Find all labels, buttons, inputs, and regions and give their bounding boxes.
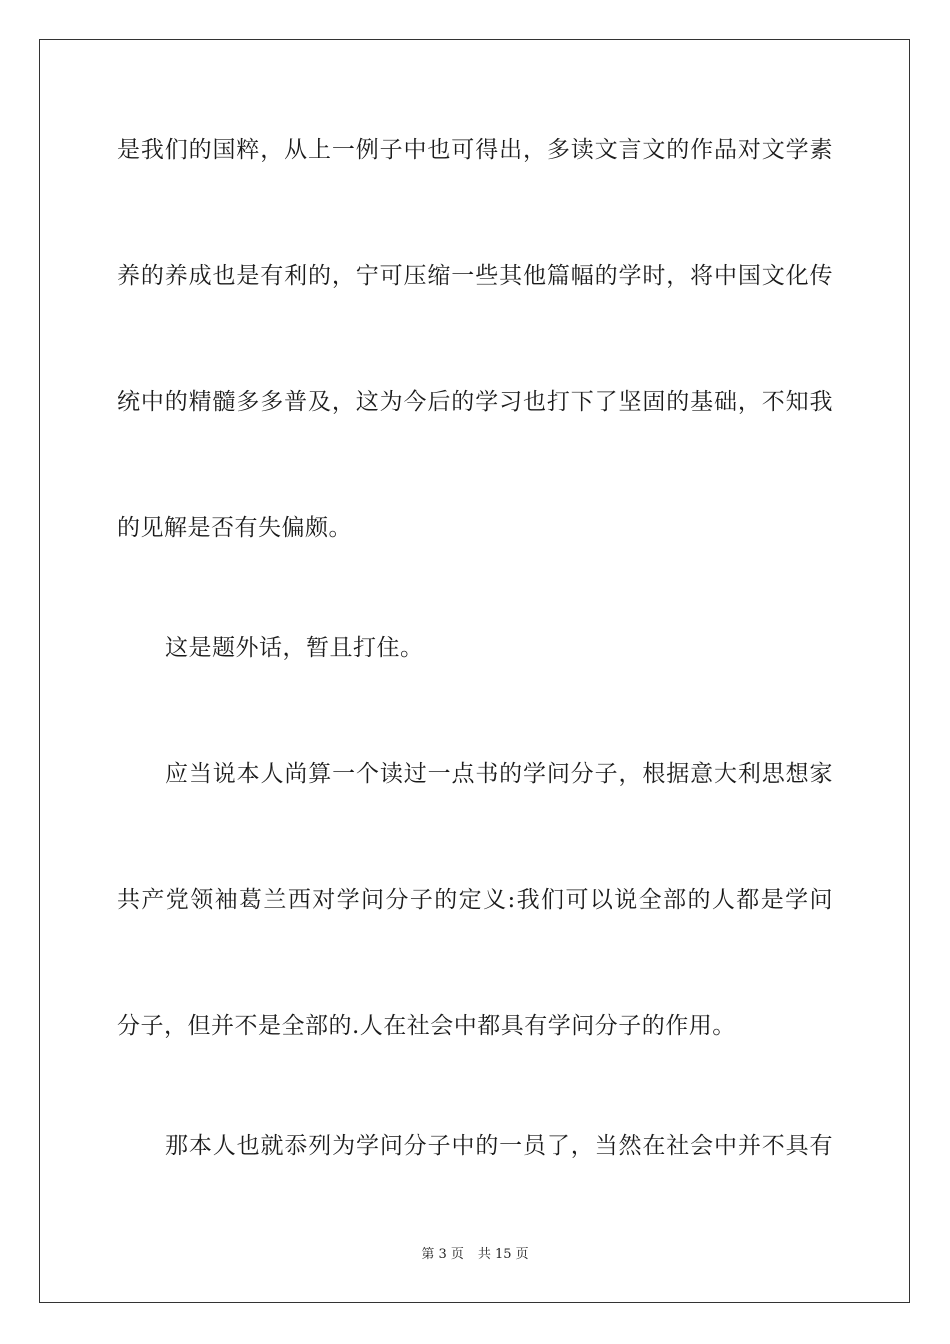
paragraph-line: 共产党领袖葛兰西对学问分子的定义:我们可以说全部的人都是学问: [117, 887, 833, 913]
paragraph-line: 是我们的国粹，从上一例子中也可得出，多读文言文的作品对文学素: [117, 137, 833, 163]
paragraph-line: 应当说本人尚算一个读过一点书的学问分子，根据意大利思想家: [165, 761, 833, 787]
paragraph-line: 统中的精髓多多普及，这为今后的学习也打下了坚固的基础，不知我: [117, 389, 833, 415]
page-frame: [39, 39, 910, 1303]
total-pages: 共 15 页: [477, 1247, 529, 1262]
paragraph-line: 那本人也就忝列为学问分子中的一员了，当然在社会中并不具有: [165, 1133, 833, 1159]
page-number: 第 3 页: [421, 1247, 464, 1262]
paragraph-line: 分子，但并不是全部的.人在社会中都具有学问分子的作用。: [117, 1013, 736, 1039]
paragraph-line: 这是题外话，暂且打住。: [165, 635, 424, 661]
page-footer: [0, 1247, 950, 1263]
paragraph-line: 养的养成也是有利的，宁可压缩一些其他篇幅的学时，将中国文化传: [117, 263, 833, 289]
paragraph-line: 的见解是否有失偏颇。: [117, 515, 352, 541]
